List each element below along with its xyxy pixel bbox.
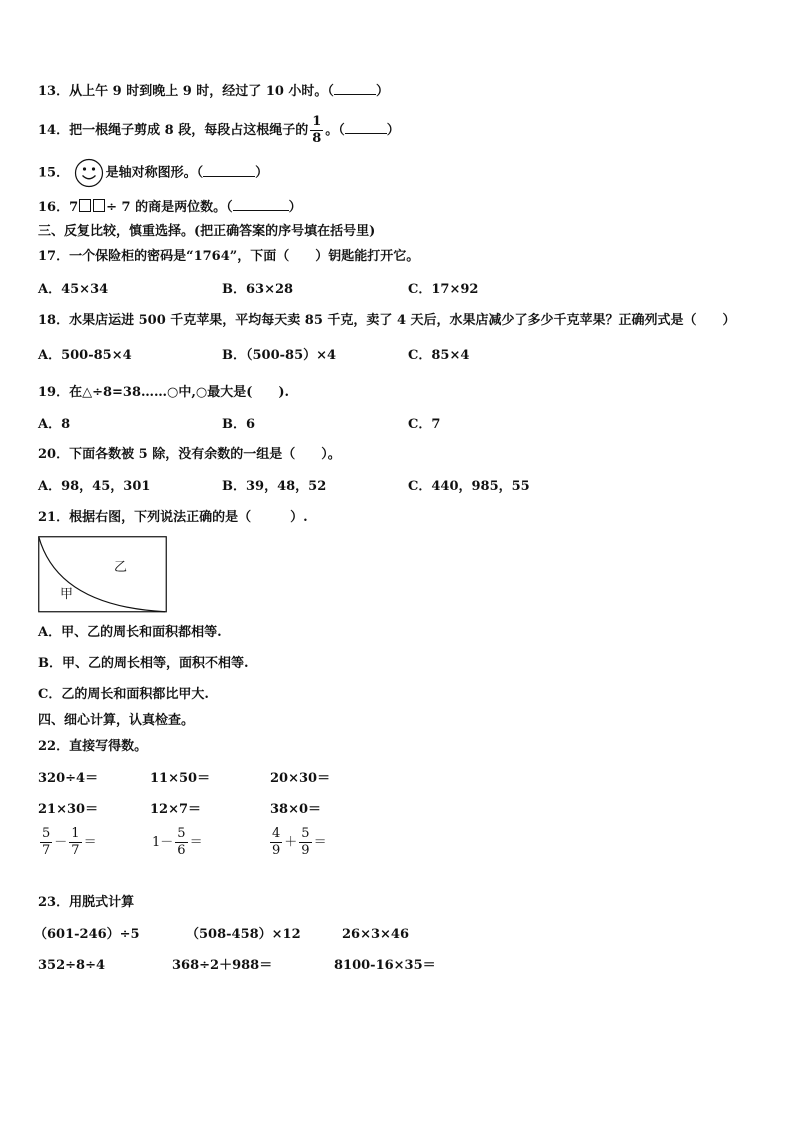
calc-item: 20×30＝ [270,771,331,786]
calc-item: 12×7＝ [150,802,202,817]
fraction-one-eighth: $\frac{1}{8}$ [312,114,322,146]
option-b[interactable]: B．63×28 [222,282,294,297]
option-c[interactable]: C．乙的周长和面积都比甲大. [38,687,209,702]
calc-item: 320÷4＝ [38,771,99,786]
rectangle-quarter-arc-diagram [38,536,168,614]
option-c[interactable]: C．17×92 [408,282,479,297]
question-13-number: 13． [38,84,70,99]
question-21-stem: 21．根据右图，下列说法正确的是（ ）. [38,510,308,525]
calc-item: 26×3×46 [342,927,410,942]
answer-blank-16[interactable] [233,198,289,211]
calc-item: （508-458）×12 [186,927,301,942]
option-a[interactable]: A．45×34 [38,282,109,297]
question-20-stem: 20．下面各数被 5 除，没有余数的一组是（ ）。 [38,447,341,462]
calc-item: 368÷2＋988＝ [172,958,273,973]
option-a[interactable]: A．98，45，301 [38,479,151,494]
smiley-face-icon [74,158,104,188]
option-a[interactable]: A．500-85×4 [38,348,132,363]
fraction-expression-b: 1－ $\frac{5}{6}$ ＝ [152,826,203,858]
question-14: 14．把一根绳子剪成 8 段，每段占这根绳子的 $\frac{1}{8}$ 。（ ） [38,114,400,146]
option-c[interactable]: C．440，985，55 [408,479,530,494]
option-b[interactable]: B．6 [222,417,256,432]
section-3-heading: 三、反复比较，慎重选择。(把正确答案的序号填在括号里) [38,224,376,239]
answer-blank-14[interactable] [345,121,387,134]
answer-blank-13[interactable] [334,82,376,95]
question-23-stem: 23．用脱式计算 [38,895,135,910]
question-15-text: 是轴对称图形。（ [105,165,204,181]
calc-item: 21×30＝ [38,802,99,817]
answer-blank-15[interactable] [203,164,255,177]
empty-box [79,199,91,212]
region-label-yi: 乙 [114,560,128,575]
option-c[interactable]: C．85×4 [408,348,470,363]
region-label-jia: 甲 [60,587,74,602]
question-13-text: 从上午 9 时到晚上 9 时，经过了 10 小时。（ [69,84,334,99]
calc-item: 352÷8÷4 [38,958,106,973]
question-22-stem: 22．直接写得数。 [38,739,148,754]
option-b[interactable]: B．甲、乙的周长相等，面积不相等. [38,656,249,671]
question-17-stem: 17．一个保险柜的密码是“1764”，下面（ ）钥匙能打开它。 [38,249,420,264]
section-4-heading: 四、细心计算，认真检查。 [38,713,195,728]
option-a[interactable]: A．8 [38,417,71,432]
question-19-stem: 19．在△÷8=38……○中,○最大是( ). [38,385,290,400]
fraction-expression-a: $\frac{5}{7}$ － $\frac{1}{7}$ ＝ [42,826,97,858]
option-b[interactable]: B．（500-85）×4 [222,348,337,363]
fraction-expression-c: $\frac{4}{9}$ ＋ $\frac{5}{9}$ ＝ [272,826,327,858]
question-18-stem: 18．水果店运进 500 千克苹果，平均每天卖 85 千克，卖了 4 天后，水果店减少了多少千克苹果？正确列式是（ ） [38,313,736,328]
question-13: 13．从上午 9 时到晚上 9 时，经过了 10 小时。（ ） [38,84,389,99]
calc-item: （601-246）÷5 [34,927,140,942]
question-16: 16．7 ÷ 7 的商是两位数。（ ） [38,200,302,215]
calc-item: 38×0＝ [270,802,322,817]
empty-box [93,199,105,212]
option-b[interactable]: B．39，48，52 [222,479,327,494]
calc-item: 11×50＝ [150,771,211,786]
option-a[interactable]: A．甲、乙的周长和面积都相等. [38,625,222,640]
option-c[interactable]: C．7 [408,417,441,432]
question-15: 15． 是轴对称图形。（ ） [38,158,268,188]
question-14-text: 把一根绳子剪成 8 段，每段占这根绳子的 [69,123,309,138]
question-16-text: ÷ 7 的商是两位数。（ [106,200,233,215]
calc-item: 8100-16×35＝ [334,958,436,973]
